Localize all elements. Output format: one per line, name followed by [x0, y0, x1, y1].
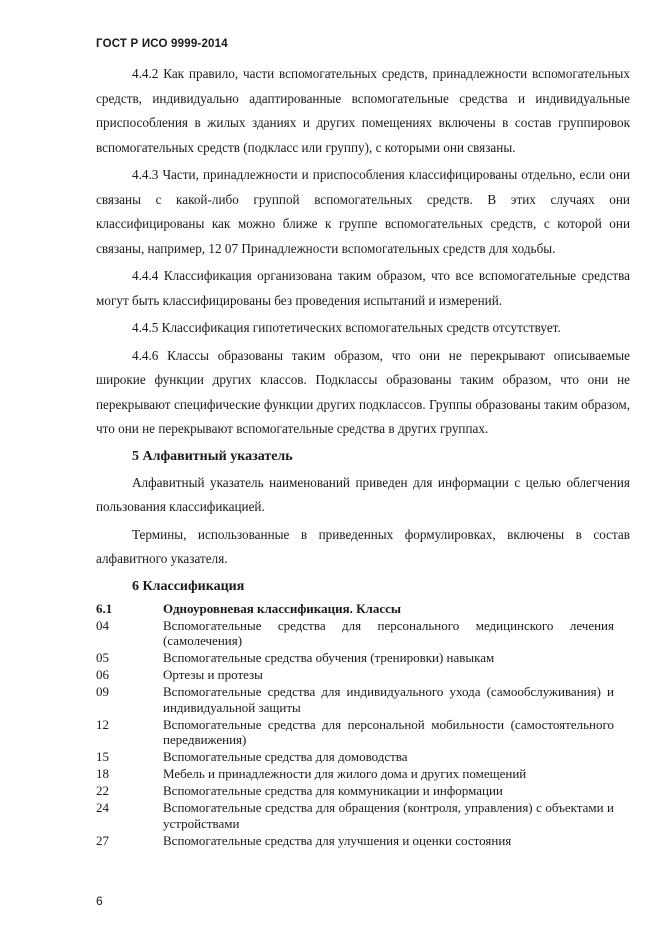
class-description: Мебель и принадлежности для жилого дома и других помещений [163, 766, 527, 781]
class-code: 24 [96, 800, 109, 815]
paragraph-4-4-5: 4.4.5 Классификация гипотетических вспомогательных средств отсутствует. [132, 320, 561, 335]
class-description: Вспомогательные средства для улучшения и оценки состояния [163, 832, 512, 848]
page-body [96, 62, 630, 850]
table-row [96, 618, 614, 651]
section-5-paragraph: Термины, использованные в приведенных формулировках, включены в состав алфавитного указателя. [96, 526, 630, 566]
classification-table [96, 601, 614, 850]
class-description: Вспомогательные средства для коммуникации и информации [163, 783, 503, 798]
paragraph-4-4-6: 4.4.6 Классы образованы таким образом, что они не перекрывают описываемые широкие функции других классов. Подклассы образованы таким образом, что они не перекрывают специфические функции других подклассов. Группы образованы таким образом, что они не перекрывают вспомогательные средства в других группах. [96, 347, 630, 436]
table-row [96, 684, 614, 717]
class-description: Вспомогательные средства обучения (тренировки) навыкам [163, 650, 495, 665]
paragraph-4-4-2: 4.4.2 Как правило, части вспомогательных средств, принадлежности вспомогательных средств, индивидуально адаптированные вспомогательные средства и индивидуальные приспособления в жилых зданиях и других помещениях включены в состав группировок вспомогательных средств (подкласс или группу), с которыми они связаны. [96, 66, 630, 155]
section-6-title: 6 Классификация [132, 578, 245, 594]
class-description: Ортезы и протезы [163, 667, 263, 682]
table-row [96, 833, 614, 850]
class-code: 15 [96, 749, 109, 764]
table-row [96, 650, 614, 667]
class-code: 22 [96, 783, 109, 798]
document-header: ГОСТ Р ИСО 9999-2014 [96, 38, 228, 50]
class-code: 6.1 [96, 600, 113, 616]
paragraph-4-4-3: 4.4.3 Части, принадлежности и приспособления классифицированы отдельно, если они связаны с какой-либо группой вспомогательных средств. В этих случаях они классифицированы как можно ближе к группе вспомогательных средств, с которой они связаны, например, 12 07 Принадлежности вспомогательных средств для ходьбы. [96, 167, 630, 256]
class-description: Вспомогательные средства для персональной мобильности (самостоятельного передвижения) [163, 716, 614, 747]
paragraph-4-4-4: 4.4.4 Классификация организована таким образом, что все вспомогательные средства могут быть классифицированы без проведения испытаний и измерений. [96, 268, 630, 308]
table-row [96, 717, 614, 750]
class-description: Вспомогательные средства для индивидуального ухода (самообслуживания) и индивидуальной защиты [163, 684, 614, 715]
class-code: 04 [96, 617, 109, 633]
section-5-paragraph: Алфавитный указатель наименований приведен для информации с целью облегчения пользования классификацией. [96, 474, 630, 514]
table-row [96, 766, 614, 783]
class-description: Вспомогательные средства для обращения (контроля, управления) с объектами и устройствами [163, 800, 614, 831]
class-code: 18 [96, 766, 109, 781]
class-description: Вспомогательные средства для персонального медицинского лечения (самолечения) [163, 617, 614, 648]
class-code: 06 [96, 667, 109, 682]
class-description: Одноуровневая классификация. Классы [163, 600, 402, 616]
class-code: 27 [96, 832, 109, 848]
table-row [96, 667, 614, 684]
table-row [96, 800, 614, 833]
table-row [96, 783, 614, 800]
class-code: 05 [96, 650, 109, 665]
class-description: Вспомогательные средства для домоводства [163, 749, 408, 764]
page-number: 6 [96, 894, 103, 908]
table-row [96, 749, 614, 766]
table-row [96, 601, 614, 618]
section-5-title: 5 Алфавитный указатель [132, 448, 293, 464]
class-code: 12 [96, 716, 109, 732]
class-code: 09 [96, 684, 109, 699]
